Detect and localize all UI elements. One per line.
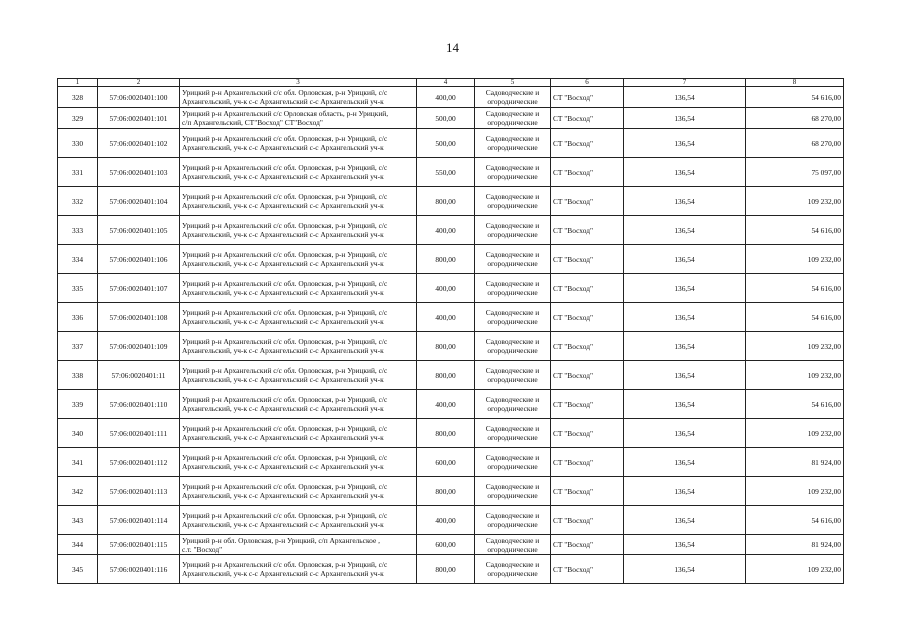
table-row <box>58 158 844 187</box>
land-use-line-1: Садоводческие и <box>485 221 540 230</box>
address-line-2: Архангельский, уч-к с-с Архангельский с-с Архангельский уч-к <box>182 143 384 152</box>
table-row <box>58 506 844 535</box>
unit-price: 136,54 <box>624 158 746 187</box>
row-number: 333 <box>58 216 98 245</box>
address-line-2: Архангельский, уч-к с-с Архангельский с-с Архангельский уч-к <box>182 433 384 442</box>
cadastral-number: 57:06:0020401:108 <box>98 303 180 332</box>
row-number: 342 <box>58 477 98 506</box>
total-value: 75 097,00 <box>746 158 844 187</box>
plot-area: 800,00 <box>417 361 475 390</box>
land-use-line-2: огороднические <box>487 520 538 529</box>
table-row <box>58 129 844 158</box>
land-use-cell <box>475 187 551 216</box>
organization: СТ "Восход" <box>551 332 624 361</box>
plot-area: 800,00 <box>417 245 475 274</box>
address-line-1: Урицкий р-н Архангельский с/с обл. Орловская, р-н Урицкий, с/с <box>182 134 388 143</box>
land-use-line-2: огороднические <box>487 491 538 500</box>
land-plot-table <box>57 78 844 584</box>
address-cell <box>180 274 417 303</box>
address-line-2: Архангельский, уч-к с-с Архангельский с-с Архангельский уч-к <box>182 288 384 297</box>
address-line-2: Архангельский, уч-к с-с Архангельский с-с Архангельский уч-к <box>182 346 384 355</box>
land-use-line-1: Садоводческие и <box>485 535 540 545</box>
cadastral-number: 57:06:0020401:113 <box>98 477 180 506</box>
land-use-line-2: огороднические <box>487 433 538 442</box>
total-value: 109 232,00 <box>746 332 844 361</box>
row-number: 345 <box>58 555 98 584</box>
land-use-line-2: огороднические <box>487 201 538 210</box>
column-header: 5 <box>475 79 551 87</box>
cadastral-number: 57:06:0020401:116 <box>98 555 180 584</box>
address-line-1: Урицкий р-н Архангельский с/с Орловская область, р-н Урицкий, <box>182 109 389 118</box>
land-use-line-1: Садоводческие и <box>485 308 540 317</box>
plot-area: 400,00 <box>417 87 475 108</box>
address-line-2: с.т. "Восход" <box>182 544 223 554</box>
total-value: 81 924,00 <box>746 535 844 555</box>
total-value: 54 616,00 <box>746 506 844 535</box>
table-row <box>58 187 844 216</box>
table-row <box>58 216 844 245</box>
unit-price: 136,54 <box>624 448 746 477</box>
land-use-cell <box>475 303 551 332</box>
land-use-line-1: Садоводческие и <box>485 163 540 172</box>
column-header: 2 <box>98 79 180 87</box>
organization: СТ "Восход" <box>551 448 624 477</box>
address-cell <box>180 87 417 108</box>
total-value: 81 924,00 <box>746 448 844 477</box>
address-cell <box>180 390 417 419</box>
land-use-line-2: огороднические <box>487 404 538 413</box>
unit-price: 136,54 <box>624 419 746 448</box>
plot-area: 500,00 <box>417 108 475 129</box>
organization: СТ "Восход" <box>551 158 624 187</box>
unit-price: 136,54 <box>624 477 746 506</box>
address-line-1: Урицкий р-н Архангельский с/с обл. Орловская, р-н Урицкий, с/с <box>182 395 388 404</box>
table-row <box>58 245 844 274</box>
land-use-line-1: Садоводческие и <box>485 511 540 520</box>
organization: СТ "Восход" <box>551 361 624 390</box>
address-line-2: Архангельский, уч-к с-с Архангельский с-с Архангельский уч-к <box>182 375 384 384</box>
land-use-line-2: огороднические <box>487 172 538 181</box>
page-number: 14 <box>446 40 459 55</box>
unit-price: 136,54 <box>624 535 746 555</box>
address-line-1: Урицкий р-н Архангельский с/с обл. Орловская, р-н Урицкий, с/с <box>182 250 388 259</box>
land-use-line-2: огороднические <box>487 259 538 268</box>
plot-area: 400,00 <box>417 506 475 535</box>
total-value: 109 232,00 <box>746 361 844 390</box>
address-line-1: Урицкий р-н Архангельский с/с обл. Орловская, р-н Урицкий, с/с <box>182 88 388 97</box>
land-use-cell <box>475 158 551 187</box>
cadastral-number: 57:06:0020401:110 <box>98 390 180 419</box>
address-line-2: Архангельский, уч-к с-с Архангельский с-с Архангельский уч-к <box>182 569 384 578</box>
address-cell <box>180 158 417 187</box>
cadastral-number: 57:06:0020401:114 <box>98 506 180 535</box>
land-use-line-2: огороднические <box>487 317 538 326</box>
row-number: 335 <box>58 274 98 303</box>
plot-area: 800,00 <box>417 419 475 448</box>
address-line-1: Урицкий р-н обл. Орловская, р-н Урицкий, с/п Архангельское , <box>182 535 380 545</box>
table-row <box>58 87 844 108</box>
unit-price: 136,54 <box>624 274 746 303</box>
column-header: 7 <box>624 79 746 87</box>
land-use-cell <box>475 87 551 108</box>
address-line-2: Архангельский, уч-к с-с Архангельский с-с Архангельский уч-к <box>182 259 384 268</box>
unit-price: 136,54 <box>624 555 746 584</box>
address-line-1: Урицкий р-н Архангельский с/с обл. Орловская, р-н Урицкий, с/с <box>182 366 388 375</box>
row-number: 344 <box>58 535 98 555</box>
address-cell <box>180 216 417 245</box>
address-cell <box>180 419 417 448</box>
cadastral-number: 57:06:0020401:115 <box>98 535 180 555</box>
organization: СТ "Восход" <box>551 245 624 274</box>
table-row <box>58 448 844 477</box>
row-number: 338 <box>58 361 98 390</box>
address-cell <box>180 361 417 390</box>
address-line-2: Архангельский, уч-к с-с Архангельский с-с Архангельский уч-к <box>182 317 384 326</box>
address-line-1: Урицкий р-н Архангельский с/с обл. Орловская, р-н Урицкий, с/с <box>182 424 388 433</box>
land-use-line-2: огороднические <box>487 346 538 355</box>
address-line-1: Урицкий р-н Архангельский с/с обл. Орловская, р-н Урицкий, с/с <box>182 221 388 230</box>
row-number: 340 <box>58 419 98 448</box>
unit-price: 136,54 <box>624 216 746 245</box>
table-row <box>58 303 844 332</box>
land-use-line-2: огороднические <box>487 375 538 384</box>
land-use-line-1: Садоводческие и <box>485 366 540 375</box>
address-line-2: Архангельский, уч-к с-с Архангельский с-с Архангельский уч-к <box>182 201 384 210</box>
address-cell <box>180 187 417 216</box>
column-header: 8 <box>746 79 844 87</box>
address-cell <box>180 477 417 506</box>
organization: СТ "Восход" <box>551 477 624 506</box>
address-line-1: Урицкий р-н Архангельский с/с обл. Орловская, р-н Урицкий, с/с <box>182 163 388 172</box>
cadastral-number: 57:06:0020401:103 <box>98 158 180 187</box>
organization: СТ "Восход" <box>551 216 624 245</box>
cadastral-number: 57:06:0020401:11 <box>98 361 180 390</box>
organization: СТ "Восход" <box>551 274 624 303</box>
address-cell <box>180 506 417 535</box>
land-use-line-1: Садоводческие и <box>485 134 540 143</box>
row-number: 328 <box>58 87 98 108</box>
plot-area: 550,00 <box>417 158 475 187</box>
land-use-cell <box>475 332 551 361</box>
address-cell <box>180 332 417 361</box>
unit-price: 136,54 <box>624 187 746 216</box>
land-use-line-2: огороднические <box>487 143 538 152</box>
column-header: 4 <box>417 79 475 87</box>
plot-area: 800,00 <box>417 555 475 584</box>
total-value: 109 232,00 <box>746 555 844 584</box>
land-use-cell <box>475 535 551 555</box>
plot-area: 800,00 <box>417 477 475 506</box>
address-line-1: Урицкий р-н Архангельский с/с обл. Орловская, р-н Урицкий, с/с <box>182 308 388 317</box>
cadastral-number: 57:06:0020401:109 <box>98 332 180 361</box>
address-line-2: Архангельский, уч-к с-с Архангельский с-с Архангельский уч-к <box>182 97 384 106</box>
land-use-line-1: Садоводческие и <box>485 109 540 118</box>
cadastral-number: 57:06:0020401:102 <box>98 129 180 158</box>
address-line-2: Архангельский, уч-к с-с Архангельский с-с Архангельский уч-к <box>182 404 384 413</box>
plot-area: 400,00 <box>417 216 475 245</box>
total-value: 54 616,00 <box>746 274 844 303</box>
unit-price: 136,54 <box>624 87 746 108</box>
land-use-cell <box>475 129 551 158</box>
address-line-2: Архангельский, уч-к с-с Архангельский с-с Архангельский уч-к <box>182 520 384 529</box>
table-row <box>58 419 844 448</box>
land-use-line-2: огороднические <box>487 544 538 554</box>
organization: СТ "Восход" <box>551 87 624 108</box>
cadastral-number: 57:06:0020401:105 <box>98 216 180 245</box>
column-number-row <box>58 79 844 87</box>
table-row <box>58 274 844 303</box>
address-cell <box>180 555 417 584</box>
column-header: 1 <box>58 79 98 87</box>
total-value: 68 270,00 <box>746 129 844 158</box>
unit-price: 136,54 <box>624 108 746 129</box>
plot-area: 800,00 <box>417 332 475 361</box>
address-line-1: Урицкий р-н Архангельский с/с обл. Орловская, р-н Урицкий, с/с <box>182 453 388 462</box>
plot-area: 800,00 <box>417 187 475 216</box>
land-use-line-2: огороднические <box>487 288 538 297</box>
land-use-line-1: Садоводческие и <box>485 560 540 569</box>
land-use-line-1: Садоводческие и <box>485 279 540 288</box>
table-row <box>58 390 844 419</box>
land-use-line-1: Садоводческие и <box>485 250 540 259</box>
land-use-line-1: Садоводческие и <box>485 337 540 346</box>
row-number: 337 <box>58 332 98 361</box>
land-use-line-2: огороднические <box>487 118 538 127</box>
land-use-line-1: Садоводческие и <box>485 192 540 201</box>
organization: СТ "Восход" <box>551 555 624 584</box>
cadastral-number: 57:06:0020401:107 <box>98 274 180 303</box>
land-use-line-2: огороднические <box>487 230 538 239</box>
total-value: 68 270,00 <box>746 108 844 129</box>
row-number: 334 <box>58 245 98 274</box>
row-number: 341 <box>58 448 98 477</box>
row-number: 336 <box>58 303 98 332</box>
land-use-cell <box>475 477 551 506</box>
address-cell <box>180 108 417 129</box>
organization: СТ "Восход" <box>551 303 624 332</box>
land-use-cell <box>475 274 551 303</box>
land-use-line-1: Садоводческие и <box>485 453 540 462</box>
plot-area: 400,00 <box>417 303 475 332</box>
total-value: 109 232,00 <box>746 245 844 274</box>
plot-area: 400,00 <box>417 390 475 419</box>
total-value: 109 232,00 <box>746 187 844 216</box>
organization: СТ "Восход" <box>551 419 624 448</box>
land-use-cell <box>475 506 551 535</box>
land-use-cell <box>475 419 551 448</box>
row-number: 330 <box>58 129 98 158</box>
land-use-line-2: огороднические <box>487 569 538 578</box>
cadastral-number: 57:06:0020401:101 <box>98 108 180 129</box>
address-line-1: Урицкий р-н Архангельский с/с обл. Орловская, р-н Урицкий, с/с <box>182 192 388 201</box>
table-row <box>58 108 844 129</box>
row-number: 343 <box>58 506 98 535</box>
land-use-cell <box>475 390 551 419</box>
total-value: 54 616,00 <box>746 303 844 332</box>
table-row <box>58 361 844 390</box>
organization: СТ "Восход" <box>551 187 624 216</box>
land-use-cell <box>475 216 551 245</box>
table-row <box>58 332 844 361</box>
land-use-line-1: Садоводческие и <box>485 88 540 97</box>
organization: СТ "Восход" <box>551 506 624 535</box>
unit-price: 136,54 <box>624 332 746 361</box>
total-value: 109 232,00 <box>746 477 844 506</box>
organization: СТ "Восход" <box>551 390 624 419</box>
address-line-2: Архангельский, уч-к с-с Архангельский с-с Архангельский уч-к <box>182 462 384 471</box>
land-use-line-2: огороднические <box>487 462 538 471</box>
address-line-1: Урицкий р-н Архангельский с/с обл. Орловская, р-н Урицкий, с/с <box>182 482 388 491</box>
address-line-1: Урицкий р-н Архангельский с/с обл. Орловская, р-н Урицкий, с/с <box>182 560 388 569</box>
land-use-line-1: Садоводческие и <box>485 424 540 433</box>
row-number: 331 <box>58 158 98 187</box>
address-line-1: Урицкий р-н Архангельский с/с обл. Орловская, р-н Урицкий, с/с <box>182 279 388 288</box>
unit-price: 136,54 <box>624 390 746 419</box>
total-value: 54 616,00 <box>746 390 844 419</box>
address-cell <box>180 245 417 274</box>
column-header: 6 <box>551 79 624 87</box>
land-use-cell <box>475 555 551 584</box>
cadastral-number: 57:06:0020401:100 <box>98 87 180 108</box>
column-header: 3 <box>180 79 417 87</box>
total-value: 54 616,00 <box>746 216 844 245</box>
unit-price: 136,54 <box>624 245 746 274</box>
address-line-2: Архангельский, уч-к с-с Архангельский с-с Архангельский уч-к <box>182 230 384 239</box>
organization: СТ "Восход" <box>551 129 624 158</box>
row-number: 339 <box>58 390 98 419</box>
cadastral-number: 57:06:0020401:112 <box>98 448 180 477</box>
table-row <box>58 555 844 584</box>
address-line-2: с/п Архангельский, СТ"Восход" СТ"Восход" <box>182 118 323 127</box>
plot-area: 400,00 <box>417 274 475 303</box>
land-use-cell <box>475 108 551 129</box>
land-use-cell <box>475 245 551 274</box>
unit-price: 136,54 <box>624 129 746 158</box>
address-line-1: Урицкий р-н Архангельский с/с обл. Орловская, р-н Урицкий, с/с <box>182 337 388 346</box>
total-value: 109 232,00 <box>746 419 844 448</box>
address-line-2: Архангельский, уч-к с-с Архангельский с-с Архангельский уч-к <box>182 491 384 500</box>
land-use-line-2: огороднические <box>487 97 538 106</box>
cadastral-number: 57:06:0020401:111 <box>98 419 180 448</box>
address-cell <box>180 303 417 332</box>
address-line-1: Урицкий р-н Архангельский с/с обл. Орловская, р-н Урицкий, с/с <box>182 511 388 520</box>
row-number: 332 <box>58 187 98 216</box>
cadastral-number: 57:06:0020401:104 <box>98 187 180 216</box>
table-row <box>58 477 844 506</box>
plot-area: 600,00 <box>417 535 475 555</box>
address-cell <box>180 129 417 158</box>
plot-area: 500,00 <box>417 129 475 158</box>
land-use-line-1: Садоводческие и <box>485 395 540 404</box>
unit-price: 136,54 <box>624 506 746 535</box>
land-use-cell <box>475 448 551 477</box>
land-use-cell <box>475 361 551 390</box>
cadastral-number: 57:06:0020401:106 <box>98 245 180 274</box>
address-cell <box>180 535 417 555</box>
total-value: 54 616,00 <box>746 87 844 108</box>
organization: СТ "Восход" <box>551 535 624 555</box>
address-cell <box>180 448 417 477</box>
table-row <box>58 535 844 555</box>
table-body <box>58 87 844 584</box>
unit-price: 136,54 <box>624 361 746 390</box>
unit-price: 136,54 <box>624 303 746 332</box>
address-line-2: Архангельский, уч-к с-с Архангельский с-с Архангельский уч-к <box>182 172 384 181</box>
plot-area: 600,00 <box>417 448 475 477</box>
organization: СТ "Восход" <box>551 108 624 129</box>
land-use-line-1: Садоводческие и <box>485 482 540 491</box>
row-number: 329 <box>58 108 98 129</box>
